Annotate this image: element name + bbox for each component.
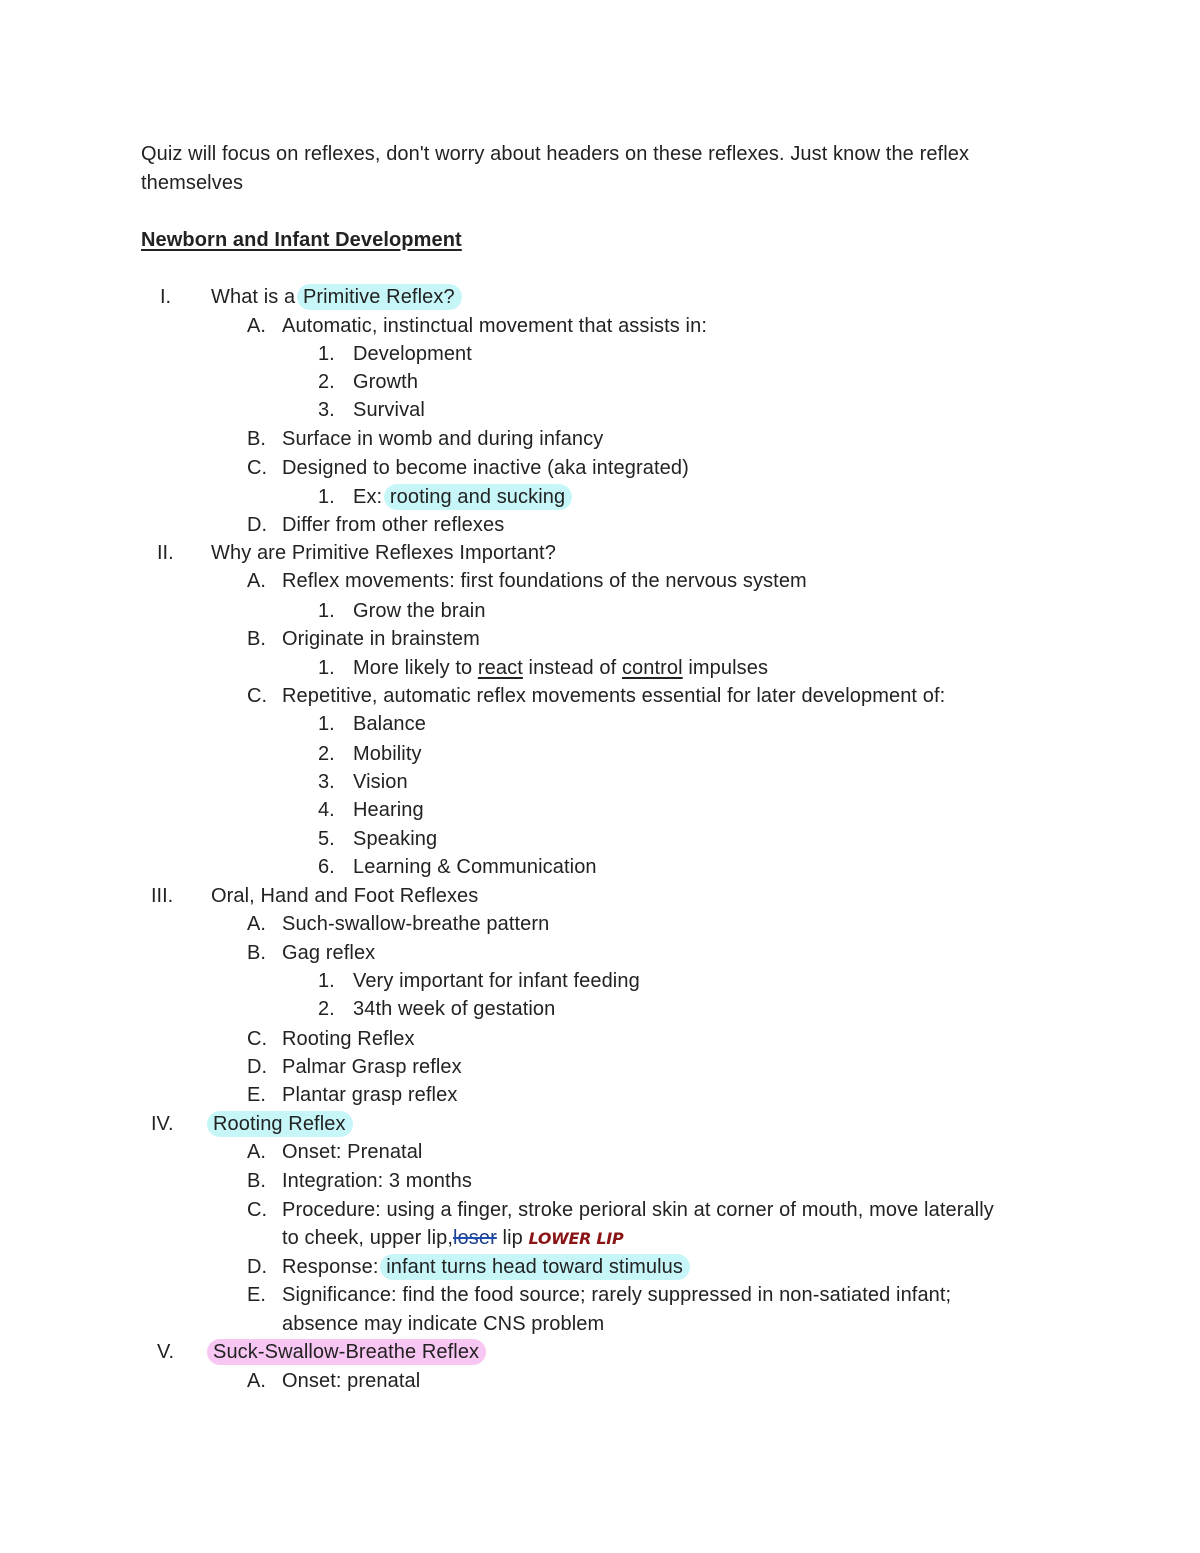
s1-a-marker: A. bbox=[247, 315, 266, 337]
s4-d-text bbox=[282, 1254, 690, 1280]
s3-c-text: Rooting Reflex bbox=[282, 1028, 415, 1050]
s1-d-text: Differ from other reflexes bbox=[282, 514, 505, 536]
highlight-primitive-reflex: Primitive Reflex? bbox=[297, 284, 462, 310]
s4-c-marker: C. bbox=[247, 1199, 267, 1221]
s3-a-text: Such-swallow-breathe pattern bbox=[282, 913, 550, 935]
s4-e-line-2: absence may indicate CNS problem bbox=[282, 1313, 605, 1335]
handwritten-correction: LOWER LIP bbox=[528, 1229, 624, 1248]
s5-a-text: Onset: prenatal bbox=[282, 1370, 421, 1392]
section-2-heading: Why are Primitive Reflexes Important? bbox=[211, 542, 556, 564]
s1-a-text: Automatic, instinctual movement that assists in: bbox=[282, 315, 707, 337]
s2-a-text: Reflex movements: first foundations of the nervous system bbox=[282, 570, 807, 592]
s2-c-marker: C. bbox=[247, 685, 267, 707]
s2-c6-marker: 6. bbox=[318, 856, 335, 878]
s1-b-marker: B. bbox=[247, 428, 266, 450]
s2-b-text: Originate in brainstem bbox=[282, 628, 480, 650]
s4-c-line-2-post: lip bbox=[502, 1227, 523, 1249]
s1-a2-marker: 2. bbox=[318, 371, 335, 393]
s1-c1-prefix: Ex: bbox=[353, 486, 383, 508]
intro-line-2: themselves bbox=[141, 172, 244, 194]
s2-c3-marker: 3. bbox=[318, 771, 335, 793]
s2-c-text: Repetitive, automatic reflex movements essential for later development of: bbox=[282, 685, 946, 707]
s2-c4-marker: 4. bbox=[318, 799, 335, 821]
s3-c-marker: C. bbox=[247, 1028, 267, 1050]
s2-b1-post: impulses bbox=[688, 657, 769, 679]
s4-c-line-2-pre: to cheek, upper lip, bbox=[282, 1227, 453, 1249]
s2-a-marker: A. bbox=[247, 570, 266, 592]
s2-a1-marker: 1. bbox=[318, 600, 335, 622]
section-1-prefix: What is a bbox=[211, 286, 296, 308]
s2-b1-text bbox=[353, 655, 768, 681]
s4-d-prefix: Response: bbox=[282, 1256, 379, 1278]
document-title: Newborn and Infant Development bbox=[141, 229, 462, 251]
s2-c1-text: Balance bbox=[353, 713, 426, 735]
s3-e-text: Plantar grasp reflex bbox=[282, 1084, 458, 1106]
s4-a-marker: A. bbox=[247, 1141, 266, 1163]
s2-b-marker: B. bbox=[247, 628, 266, 650]
s3-b1-text: Very important for infant feeding bbox=[353, 970, 640, 992]
s4-e-line-1: Significance: find the food source; rarely suppressed in non-satiated infant; bbox=[282, 1284, 952, 1306]
s2-c4-text: Hearing bbox=[353, 799, 424, 821]
s2-c5-marker: 5. bbox=[318, 828, 335, 850]
section-4-heading bbox=[211, 1111, 353, 1137]
s4-d-marker: D. bbox=[247, 1256, 267, 1278]
s5-a-marker: A. bbox=[247, 1370, 266, 1392]
s1-c-marker: C. bbox=[247, 457, 267, 479]
s2-c2-text: Mobility bbox=[353, 743, 422, 765]
struck-out-word: loser bbox=[453, 1227, 497, 1249]
s1-a3-text: Survival bbox=[353, 399, 425, 421]
s1-b-text: Surface in womb and during infancy bbox=[282, 428, 604, 450]
s1-a1-marker: 1. bbox=[318, 343, 335, 365]
s1-a1-text: Development bbox=[353, 343, 472, 365]
s1-d-marker: D. bbox=[247, 514, 267, 536]
section-1-number: I. bbox=[160, 286, 172, 308]
underlined-control: control bbox=[621, 657, 683, 679]
s4-a-text: Onset: Prenatal bbox=[282, 1141, 423, 1163]
section-3-heading: Oral, Hand and Foot Reflexes bbox=[211, 885, 479, 907]
s4-e-marker: E. bbox=[247, 1284, 266, 1306]
s2-c5-text: Speaking bbox=[353, 828, 438, 850]
highlight-rooting-reflex: Rooting Reflex bbox=[207, 1111, 353, 1137]
intro-line-1: Quiz will focus on reflexes, don't worry about headers on these reflexes. Just know the reflex bbox=[141, 143, 970, 165]
s2-b1-marker: 1. bbox=[318, 657, 335, 679]
s1-c1-marker: 1. bbox=[318, 486, 335, 508]
s1-a3-marker: 3. bbox=[318, 399, 335, 421]
section-5-heading bbox=[211, 1339, 486, 1365]
s1-c-text: Designed to become inactive (aka integrated) bbox=[282, 457, 689, 479]
s1-a2-text: Growth bbox=[353, 371, 419, 393]
s3-b-marker: B. bbox=[247, 942, 266, 964]
highlight-infant-turns-head: infant turns head toward stimulus bbox=[380, 1254, 690, 1280]
s3-e-marker: E. bbox=[247, 1084, 266, 1106]
s2-c6-text: Learning & Communication bbox=[353, 856, 597, 878]
s3-b-text: Gag reflex bbox=[282, 942, 376, 964]
underlined-react: react bbox=[477, 657, 523, 679]
highlight-rooting-and-sucking: rooting and sucking bbox=[384, 484, 572, 510]
s3-d-marker: D. bbox=[247, 1056, 267, 1078]
s1-c1-text bbox=[353, 484, 572, 510]
s3-b2-marker: 2. bbox=[318, 998, 335, 1020]
s2-a1-text: Grow the brain bbox=[353, 600, 486, 622]
s2-c1-marker: 1. bbox=[318, 713, 335, 735]
highlight-suck-swallow-breathe: Suck-Swallow-Breathe Reflex bbox=[207, 1339, 486, 1365]
s2-c3-text: Vision bbox=[353, 771, 408, 793]
section-4-number: IV. bbox=[151, 1113, 174, 1135]
s4-c-line-2 bbox=[282, 1225, 623, 1252]
s2-c2-marker: 2. bbox=[318, 743, 335, 765]
s2-b1-mid: instead of bbox=[528, 657, 617, 679]
s2-b1-pre: More likely to bbox=[353, 657, 473, 679]
s3-a-marker: A. bbox=[247, 913, 266, 935]
section-1-heading bbox=[211, 284, 462, 310]
s4-b-text: Integration: 3 months bbox=[282, 1170, 472, 1192]
section-5-number: V. bbox=[157, 1341, 175, 1363]
section-3-number: III. bbox=[151, 885, 174, 907]
s3-b2-text: 34th week of gestation bbox=[353, 998, 556, 1020]
s4-b-marker: B. bbox=[247, 1170, 266, 1192]
s3-b1-marker: 1. bbox=[318, 970, 335, 992]
section-2-number: II. bbox=[157, 542, 174, 564]
s3-d-text: Palmar Grasp reflex bbox=[282, 1056, 462, 1078]
s4-c-line-1: Procedure: using a finger, stroke perioral skin at corner of mouth, move laterally bbox=[282, 1199, 994, 1221]
